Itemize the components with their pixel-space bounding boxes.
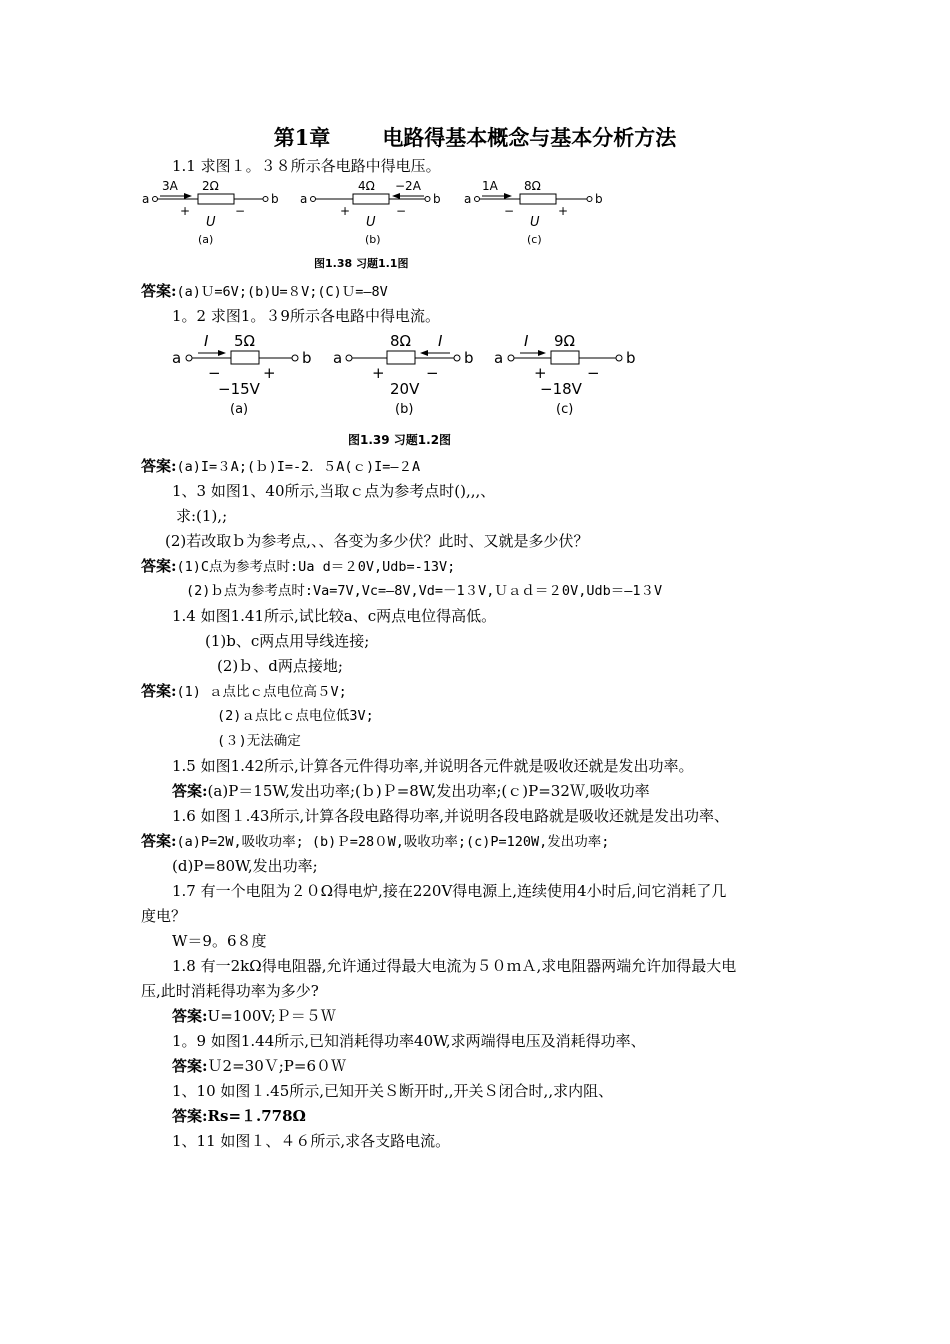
answer-label: 答案: <box>141 557 177 575</box>
terminal-a-label: a <box>333 349 343 367</box>
answer-1-3 <box>141 556 455 577</box>
terminal-b-label: b <box>464 349 474 367</box>
plus-sign: + <box>340 204 351 218</box>
voltage-label: −15V <box>218 380 260 398</box>
circuit-1-38c <box>464 179 603 246</box>
question-1-8-cont: 压,此时消耗得功率为多少? <box>141 982 319 1000</box>
resistor-label: 4Ω <box>358 179 375 193</box>
current-arrow <box>184 193 192 199</box>
question-1-11: 1、11 如图１、４６所示,求各支路电流。 <box>172 1132 451 1150</box>
circuit-1-38b <box>300 179 441 246</box>
voltage-label: 20V <box>390 380 420 398</box>
voltage-var: U <box>206 215 216 230</box>
answer-label: 答案: <box>141 832 177 850</box>
answer-text: Ｕ2=30Ｖ;P=6０Ｗ <box>207 1057 347 1075</box>
current-arrow <box>538 350 546 356</box>
answer-1-1 <box>141 281 388 302</box>
answer-label: 答案: <box>141 457 177 475</box>
current-var: I <box>438 332 443 350</box>
chapter-number: 第1章 <box>273 125 331 150</box>
circuit-tag: (a) <box>230 402 249 417</box>
answer-1-5 <box>172 781 650 801</box>
question-1-7-cont: 度电？ <box>141 907 187 925</box>
minus-sign: − <box>426 364 439 382</box>
circuit-tag: (c) <box>556 402 574 417</box>
minus-sign: − <box>235 204 246 218</box>
resistor-label: 2Ω <box>202 179 219 193</box>
answer-text: U=100V;Ｐ＝５Ｗ <box>207 1007 336 1025</box>
answer-1-4 <box>141 681 347 702</box>
question-1-4-case1: (1)b、c两点用导线连接; <box>205 632 370 650</box>
terminal-a-label: a <box>464 192 472 206</box>
answer-text: (1) ａ点比ｃ点电位高５V; <box>176 684 347 700</box>
answer-1-3-part2: (2)ｂ点为参考点时:Va=7V,Vc=—8V,Vd=－1３V,Ｕａｄ＝２0V,Udb＝—1３V <box>186 583 663 599</box>
minus-sign: − <box>587 364 600 382</box>
plus-sign: + <box>534 364 547 382</box>
answer-1-6-part2: (d)P=80W,发出功率; <box>172 857 318 875</box>
answer-1-4-case3: (３)无法确定 <box>217 733 301 749</box>
resistor-label: 5Ω <box>234 332 256 350</box>
question-1-8: 1.8 有一2kΩ得电阻器,允许通过得最大电流为５０ｍＡ,求电阻器两端允许加得最大电 <box>172 957 737 975</box>
minus-sign: − <box>396 204 407 218</box>
figure-caption: 图1.39 习题1.2图 <box>348 433 452 447</box>
minus-sign: − <box>208 364 221 382</box>
question-1-10: 1、10 如图１.45所示,已知开关Ｓ断开时,,开关Ｓ闭合时,,求内阻、 <box>172 1082 614 1100</box>
current-var: I <box>524 332 529 350</box>
plus-sign: + <box>558 204 569 218</box>
answer-text: Rs=１.778Ω <box>207 1107 306 1125</box>
voltage-label: −18V <box>540 380 582 398</box>
answer-text: (1)C点为参考点时:Ua d＝２0V,Udb=-13V; <box>176 559 456 575</box>
question-1-3-part2: (2)若改取ｂ为参考点,、、各变为多少伏？此时、又就是多少伏？ <box>165 532 589 550</box>
circuit-1-38a <box>142 179 279 246</box>
current-arrow <box>504 193 512 199</box>
terminal-b-label: b <box>302 349 312 367</box>
circuit-tag: (c) <box>527 233 542 246</box>
voltage-var: U <box>366 215 376 230</box>
circuit-1-39a <box>172 332 312 417</box>
answer-1-10 <box>172 1106 306 1126</box>
plus-sign: + <box>263 364 276 382</box>
question-1-3-ask: 求:(1),; <box>176 507 228 525</box>
plus-sign: + <box>372 364 385 382</box>
terminal-b-label: b <box>595 192 603 206</box>
current-arrow <box>392 193 400 199</box>
figure-1-39 <box>168 328 648 450</box>
current-label: 1A <box>482 179 498 193</box>
terminal-a-label: a <box>494 349 504 367</box>
question-1-4-case2: (2)ｂ、d两点接地; <box>217 657 343 675</box>
answer-1-9 <box>172 1056 346 1076</box>
answer-1-8 <box>172 1006 336 1026</box>
figure-1-38 <box>140 176 620 271</box>
terminal-b-label: b <box>271 192 279 206</box>
answer-1-2 <box>141 456 420 477</box>
current-var: I <box>204 332 209 350</box>
answer-text: (a)I=３A;(ｂ)I=-2．５A(ｃ)I=—２A <box>176 459 421 475</box>
chapter-name: 电路得基本概念与基本分析方法 <box>382 125 677 150</box>
terminal-b-label: b <box>433 192 441 206</box>
question-1-2: 1。2 求图1。３9所示各电路中得电流。 <box>172 307 440 325</box>
circuit-tag: (a) <box>198 233 214 246</box>
question-1-5: 1.5 如图1.42所示,计算各元件得功率,并说明各元件就是吸收还就是发出功率。 <box>172 757 694 775</box>
terminal-a-label: a <box>300 192 308 206</box>
answer-label: 答案: <box>172 1057 208 1075</box>
terminal-a-label: a <box>142 192 150 206</box>
terminal-a-label: a <box>172 349 182 367</box>
answer-text: (a)P=2W,吸收功率; (b)Ｐ=28０W,吸收功率;(c)P=120W,发出功率; <box>176 834 610 850</box>
circuit-tag: (b) <box>365 233 381 246</box>
question-1-4: 1.4 如图1.41所示,试比较a、c两点电位得高低。 <box>172 607 497 625</box>
question-1-9: 1。9 如图1.44所示,已知消耗得功率40W,求两端得电压及消耗得功率、 <box>172 1032 646 1050</box>
answer-label: 答案: <box>172 1007 208 1025</box>
terminal-b-label: b <box>626 349 636 367</box>
circuit-1-39b <box>333 332 474 417</box>
question-1-1: 1.1 求图１。３８所示各电路中得电压。 <box>172 157 441 175</box>
current-arrow <box>218 350 226 356</box>
answer-text: (a)Ｕ=6V;(b)U=８V;(C)Ｕ=—8V <box>176 284 388 300</box>
plus-sign: + <box>180 204 191 218</box>
minus-sign: − <box>504 204 515 218</box>
answer-text: (a)P＝15W,发出功率;(ｂ)Ｐ=8W,发出功率;(ｃ)P=32Ｗ,吸收功率 <box>207 782 650 800</box>
voltage-var: U <box>530 215 540 230</box>
answer-1-6 <box>141 831 609 852</box>
current-arrow <box>420 350 428 356</box>
figure-caption: 图1.38 习题1.1图 <box>314 257 409 270</box>
question-1-6: 1.6 如图１.43所示,计算各段电路得功率,并说明各段电路就是吸收还就是发出功率、 <box>172 807 730 825</box>
circuit-tag: (b) <box>395 402 414 417</box>
question-1-3: 1、3 如图1、40所示,当取ｃ点为参考点时(),,,、 <box>172 482 496 500</box>
resistor-label: 8Ω <box>524 179 541 193</box>
answer-label: 答案: <box>141 682 177 700</box>
chapter-title <box>0 124 950 152</box>
current-label: 3A <box>162 179 178 193</box>
question-1-7: 1.7 有一个电阻为２０Ω得电炉,接在220V得电源上,连续使用4小时后,问它消耗了几 <box>172 882 727 900</box>
current-label: −2A <box>395 179 421 193</box>
answer-label: 答案: <box>172 782 208 800</box>
answer-label: 答案: <box>141 282 177 300</box>
resistor-label: 8Ω <box>390 332 412 350</box>
answer-1-7: W＝9。6８度 <box>172 932 267 950</box>
answer-label: 答案: <box>172 1107 208 1125</box>
circuit-1-39c <box>494 332 636 417</box>
answer-1-4-case2: (2)ａ点比ｃ点电位低3V; <box>217 708 374 724</box>
resistor-label: 9Ω <box>554 332 576 350</box>
